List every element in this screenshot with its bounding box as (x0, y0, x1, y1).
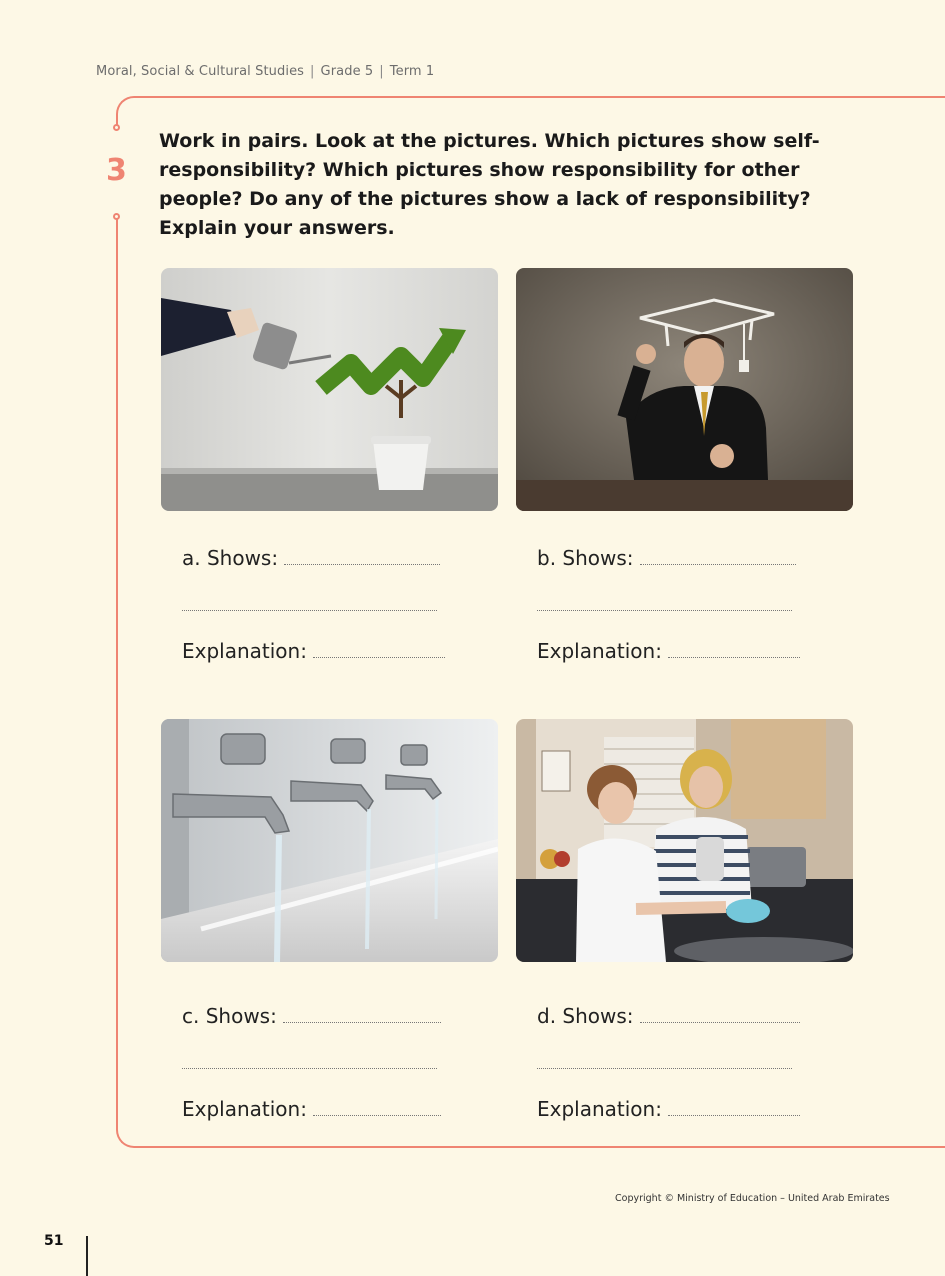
item-a-explanation-answer-line[interactable] (313, 656, 445, 658)
item-b-shows-answer-line[interactable] (640, 563, 796, 565)
running-taps-image (161, 719, 498, 962)
item-a-explanation-field[interactable] (182, 639, 445, 663)
item-b-shows-label: b. Shows: (537, 546, 634, 570)
item-b-explanation-answer-line[interactable] (668, 656, 800, 658)
frame-dot-top (113, 124, 120, 131)
item-c-shows-field[interactable] (182, 1004, 441, 1028)
item-c-shows-answer-line[interactable] (283, 1021, 441, 1023)
header-term: Term 1 (389, 64, 435, 79)
item-b-explanation-label: Explanation: (537, 639, 662, 663)
header-grade: Grade 5 (320, 64, 374, 79)
item-d-explanation-label: Explanation: (537, 1097, 662, 1121)
frame-dot-bottom (113, 213, 120, 220)
item-a-shows-answer-line[interactable] (284, 563, 440, 565)
businessman-graduation-cap-image (516, 268, 853, 511)
item-d-answer-line[interactable] (537, 1067, 792, 1069)
header-separator: | (310, 64, 315, 79)
item-c-explanation-field[interactable] (182, 1097, 441, 1121)
item-d-shows-field[interactable] (537, 1004, 800, 1028)
copyright-notice: Copyright © Ministry of Education – United Arab Emirates (615, 1193, 890, 1204)
item-c-shows-label: c. Shows: (182, 1004, 277, 1028)
running-header (96, 64, 434, 79)
header-subject: Moral, Social & Cultural Studies (96, 64, 305, 79)
item-d-shows-label: d. Shows: (537, 1004, 634, 1028)
item-d-explanation-answer-line[interactable] (668, 1114, 800, 1116)
activity-instruction: Work in pairs. Look at the pictures. Which pictures show self-responsibility? Which pictures show responsibility for other people? Do any of the pictures show a lack of responsibility? Explain your answers. (159, 130, 820, 239)
item-a-shows-field[interactable] (182, 546, 440, 570)
item-b-shows-field[interactable] (537, 546, 796, 570)
item-b-explanation-field[interactable] (537, 639, 800, 663)
activity-number: 3 (106, 153, 127, 188)
item-d-explanation-field[interactable] (537, 1097, 800, 1121)
item-d-shows-answer-line[interactable] (640, 1021, 800, 1023)
item-c-explanation-label: Explanation: (182, 1097, 307, 1121)
page-number-divider (86, 1236, 88, 1276)
activity-frame (116, 96, 945, 1148)
watering-growth-arrow-plant-image (161, 268, 498, 511)
item-c-explanation-answer-line[interactable] (313, 1114, 441, 1116)
item-a-answer-line[interactable] (182, 609, 437, 611)
boy-washing-dishes-with-mother-image (516, 719, 853, 962)
header-separator: | (379, 64, 384, 79)
item-b-answer-line[interactable] (537, 609, 792, 611)
item-c-answer-line[interactable] (182, 1067, 437, 1069)
page-number: 51 (44, 1233, 64, 1249)
item-a-shows-label: a. Shows: (182, 546, 279, 570)
item-a-explanation-label: Explanation: (182, 639, 307, 663)
